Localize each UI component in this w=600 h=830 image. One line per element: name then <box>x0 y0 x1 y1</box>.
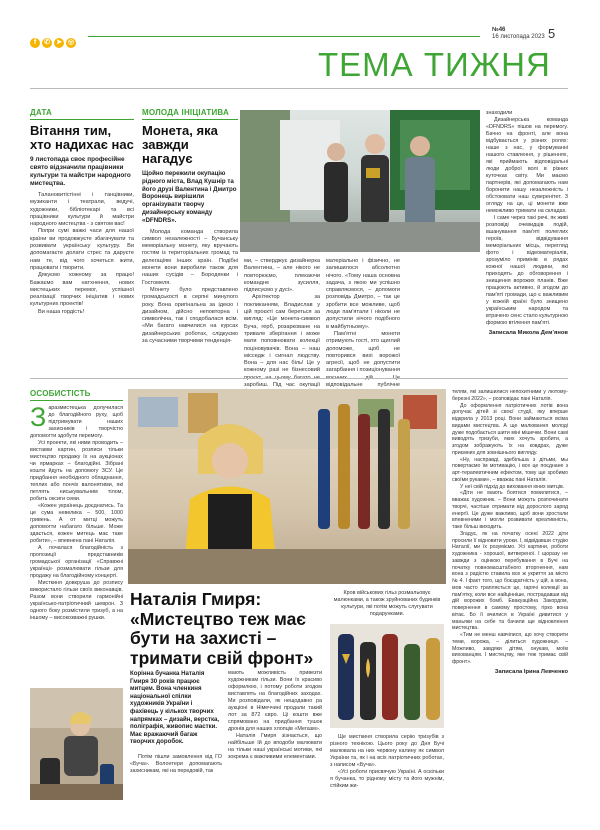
decorated-shells-photo <box>330 624 444 728</box>
section-label-data: ДАТА <box>30 108 134 120</box>
section-label-youth: МОЛОДА ІНІЦІАТИВА <box>142 108 238 120</box>
feature-right-paragraph: Згадує, як на початку осені 2022 діти просили її відновити уроки. І, відвідавши студію Наталії, ми їх розуміємо. Усі картини, роботи художника - хорошої, витвереної. І щоразу не завжди з оцінкою перебування в Бучі на початку повномасштабного вторгнення, нам вона з радістю ставила все ж укриття за місто № 4. І факт того, що боєздатність у цій, а вона, мов часто трапляється це, гарячі колекції за пам'ятку, коли все найцінніше, пострадавши від дій ворожих бомб. Евакуаційна Закордом, повернення в самому простому, гірко вона вітає. Бо її вчилися в Україні дивитися у маньяки на себе та бачили ще відновлення мистецтва. <box>452 530 568 632</box>
drop-cap: З <box>30 402 47 432</box>
osobystist-paragraph: аразмистецька долучилася до благодійного руху, щоб підтримувати наших захисників і творчістю допомогти здобути перемогу. <box>30 405 123 439</box>
feature-body-2 <box>228 670 322 761</box>
feature-headline: Наталія Гмиря: «Мистецтво теж має бути на захисті – тримати свій фронт» <box>130 589 314 668</box>
osobystist-body <box>30 402 123 622</box>
right-paragraph: Дизайнерська команда «DFNDRS» пішов на перемогу. Бачно на фронті, але вона відбувається у різних ролях: наше з нас, у формуванні нашого ставлення, у рішеннях, які приймають відповідальні люди доброї волі в різних куточках світу. Ми маємо партнерів, які допомагають нам боронити нашу незалежність і обстоювати наш суверенітет. З огляду на це, ці монети вже неможливо тримати на складах. <box>486 117 568 214</box>
feature-body-1 <box>130 754 222 775</box>
dfndrs-team-photo <box>240 110 480 252</box>
feature-photo-illustration <box>128 389 446 584</box>
right-paragraph: І саме через такі речі, як живі розповіді очевидців подій, вшанування пам'яті полеглих героїв, відвідування меморіальних місць, перегляд фото і відеоматеріалів, зрозуміло примінів в рядах кожної нашої людини, які приходять до обговорення і знищення ворожих планів. Вже працюють активно, й згодом до пам'яті громади, що є важливим у кожній країні було знищено українським народом та втрачено сенс стало культурною формою втілення пам'яті. <box>486 215 568 326</box>
osobystist-column <box>30 389 123 622</box>
feature-right-paragraph: У неї свій підхід до виховання юних митців. <box>460 483 565 490</box>
data-paragraph: Ви наша гордість! <box>38 308 85 315</box>
feature-lead: Корінна бучанка Наталія Гмиря 30 років працює митцем. Вона членкиня національної спілки художників України і фахівець у кількох творчих напрямках – дизайн, верстка, поліграфія, живопис мастки. Має вражаючий багаж творчих доробок. <box>130 670 220 746</box>
right-column-top <box>486 110 568 337</box>
feature-paragraph: Потім пішли замовлення від ГО «Буча». Волонтери допомагають захисникам, які на передовій, так <box>130 754 222 774</box>
feature-right-paragraph: До оформлення патріотичних лотів вона долучає дітей зі своєї студії, яку вперше відкрила у 2013 році. Вони займаються всіма видами мистецтва. А ще малювання молоді дуже подобається шити міні мішечки. Вони самі виводять тризуби, яких хочуть зробити, а згодом зображують їх на ковдрах, дуже приємних для зовнішнього вигляду. <box>452 402 568 456</box>
instagram-icon[interactable]: ◎ <box>67 39 75 46</box>
data-paragraph: Талановитістінні і танцівники, музиканти і театрали, ведучі, художники, бібліотекарі та всі працівники культури й майстри народного мистецтва - з святом вас! <box>30 192 134 228</box>
facebook-icon[interactable]: f <box>30 38 40 48</box>
page-title: ТЕМА ТИЖНЯ <box>318 46 551 83</box>
youth-body <box>142 229 238 346</box>
osobystist-paragraph: Мисткиня довкруша до розпису використало гільзи своїх виконавців. Разом вони створили гармонійні українсько-патріотичний шеврон. З одного боку розмістили тризуб, а на іншому – високозважні рушки. <box>30 580 123 621</box>
telegram-icon[interactable]: ➤ <box>54 38 64 48</box>
issue-date: 16 листопада 2023 <box>492 34 545 40</box>
data-body <box>30 192 134 316</box>
title-divider <box>30 88 568 89</box>
data-headline: Вітання тим, хто надихає нас <box>30 123 134 152</box>
feature-paragraph: Ще мисткиня створила серію тризубів з різного технікою. Цього року до Дня Бучі малювала на них червону калину як символ України та, як і на всіх патріотичних роботах, з написом «Буча». <box>330 734 444 768</box>
section-divider <box>30 378 568 379</box>
shells-illustration <box>330 624 444 728</box>
osobystist-paragraph: Усі проекти, які ними проводить – виставки картин, розписи тільки мистецтво продажу їх на аукціонах чи ярмарках – благодійні. Зібрані кошти йдуть на допомогу ЗСУ. Це придбання необхідного обладнання, теплих або пончіх валонятими, які петлять ниськувальним тілом, робить оксиги семи. <box>30 440 123 502</box>
feature-right-paragraph: «Ну, насправді, здебільша з дітьми, мы повертаємо їм мотивацію, і все це поєднане з арт-терапевтичним ефектом, тому ще зробимо своїми руками», – вважає пані Наталія. <box>452 456 568 483</box>
middle-paragraph: Архітектор за покликанням, Владислав у цій проєкті сам береться за вигляд: «Це монета-символ Буча, герб, розарковане на тривале зберігання і може мати поповнювати колекції поціновувачів. Вона – наш місседж і сигнал людству. Вона – для нас біль! Це у кожному разі не бізнесовий заробиш. Під час окупації <box>244 294 320 389</box>
page-number: 5 <box>548 26 556 41</box>
youth-column <box>142 108 238 345</box>
middle-paragraph: Пам'ятні монети отримують гості, хто щиглий допоможе, щоб не повторився вихі ворожої агресії, щоб не допустити загарбання і позиціонування відповідальне публічне <box>326 330 400 389</box>
osobystist-paragraph: А почалася благодійність з пропозиції представників громадської організації «Справжні українці» розмалювати гільзи для продажу на благодійному концерті. <box>30 545 123 579</box>
middle-column-1 <box>244 258 320 404</box>
social-icons <box>30 31 78 49</box>
data-paragraph: Попри сумі важкі часи для нашої країни ви продовжуєте збагачувати та розвивати українську культуру. Ви допомагаєте долати стрес та даруєте нам те, від чого хочеться жити, працювати і творити. <box>30 228 134 271</box>
issue-info <box>492 27 545 41</box>
feature-right-paragraph: телям, які залишилися непохитними у лютому-березні 2022», – розповідає пані Наталія. <box>452 389 568 402</box>
artist-painting-photo <box>30 688 123 800</box>
team-photo-illustration <box>240 110 480 252</box>
header-green-rule <box>88 36 480 37</box>
data-paragraph: Дякуємо кожному за працю! Бажаємо вам натхнення, нових мистецьких перемог, успішної реалізації творчих ініціатив і нових культурних проектів! <box>30 272 134 308</box>
artist-painting-illustration <box>30 688 123 800</box>
feature-right-paragraph: «Тим не менш навчілися, що хочу створити теми, ворожа, – ділиться художниця. – Можливо, завдяки дітям, онукам, моїм вихованцям. І мистецтву, яке теж тримає свій фронт». <box>452 632 568 665</box>
feature-paragraph: Наталія Гмиря зізнається, що найбільше їй до вподоби малювати на тільки наші українські мотиви, які зокрема є важливими елементами. <box>228 733 322 760</box>
feature-paragraph: мають можливість привезти художникам гільзи. Вони їх красиво оформлюю, і потому роботи згодом виставлять на благодійних заходах. Ми розповідали, як нещодавно ра аукціоні в Німеччині продали такий лот за 872 євро. Ці кошти вже спрямовано на придбання тушок дронів для наших хлопців «Мегазм». <box>228 670 322 732</box>
youth-lead: Щойно пережили окупацію рідного міста, Влад Кушнір та його друзі Валентина і Дмитро Воронець вирішили організувати творчу дизайнерську команду «DFNDRS». <box>142 170 237 224</box>
middle-column-2 <box>326 258 400 404</box>
feature-caption: Кров військових гільз розмальовує малюнками, а також зруйнованих будинків культури, які потім можуть слугувати подарунками. <box>333 590 441 617</box>
data-lead: 9 листопада своє професійне свято відзначили працівники культури та майстри народного мистецтва. <box>30 156 131 187</box>
youth-headline: Монета, яка завжди нагадує <box>142 123 218 166</box>
feature-paragraph: «Усі роботи присвячую Україні. А оскільки я бучанка, то рідному місту та його мужнім, стійким жи- <box>330 769 444 789</box>
issue-number: №46 <box>492 27 506 33</box>
middle-paragraph: матеріально і фізично, не залишилося абсолютно нічого. «Тому наша основна задача, з якою ми успішно справляємося, – допомоги розповідь Дмитро, – так це зробити все можливе, щоб люди пам'ятали і ніколи не допустили нічого подібного в майбутньому». <box>326 258 400 330</box>
right-paragraph: знаходили <box>486 110 513 116</box>
youth-paragraph: Монету було представлено громадськості в серпні минулого року. Вона оригінальна за ідеєю і дизайном, дійсно неповторна і символічна, так і сподобалася всім. «Ми багато навчилися на курсах дизайнерських роботах, слідкуємо за сучасними творчими тенденція- <box>142 286 238 345</box>
feature-right-column <box>452 389 568 676</box>
natalia-gmyria-photo <box>128 389 446 584</box>
feature-signature: Записала Ірина Левченко <box>494 668 568 675</box>
viber-icon[interactable]: ✆ <box>42 38 52 48</box>
youth-paragraph: Молода команда створила символ незалежності – Бучанську меморіальну монету, яку вручають гостям із територіальних громад та делегаціям інших країн. Подібні монети вони виробили також для наших сусідів – Бородянки і Гостомеля. <box>142 228 238 286</box>
osobystist-paragraph: «Кожен українець доєднатись. Та це сума невелика – 500, 1000 гривень. А от митці можуть допомогти набагато більше. Може здається, кожен митець має таке робити», – впевнена пані Наталія. <box>30 503 123 544</box>
feature-right-paragraph: «Діти не мають боятися помилитися, – вважає художник. – Вони можуть розпочинати творчі, частіше отримати від дорослого заряд енергії. Це дуже важливо, щоб вони зростали впевненими і могли розвивати креативність, таке більш виходить. <box>452 490 568 530</box>
middle-paragraph: ми, – стверджує дизайнерка Валентина, – але нікого не повторюємо, плекаючи командне зусилля, підписуємо у дусі». <box>244 258 320 294</box>
feature-body-3 <box>330 734 444 790</box>
data-column <box>30 108 134 316</box>
section-label-osobystist: ОСОБИСТІСТЬ <box>30 389 123 401</box>
right-signature: Записала Микола Демʼянов <box>488 330 568 336</box>
